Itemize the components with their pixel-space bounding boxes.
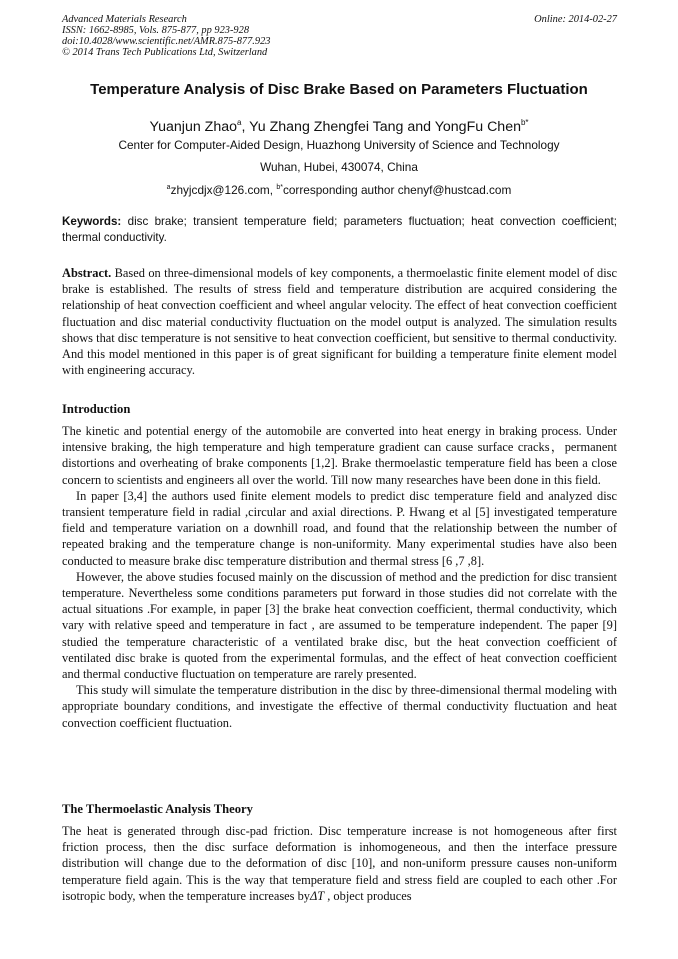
keywords-text: disc brake; transient temperature field; parameters fluctuation; heat convection coefficient; thermal conductivity. <box>62 215 617 244</box>
keywords <box>62 214 617 246</box>
theory-body <box>62 823 617 904</box>
keywords-label: Keywords: <box>62 215 122 228</box>
delta-t-symbol: ΔT <box>309 888 325 903</box>
affiliation-line-1: Center for Computer-Aided Design, Huazhong University of Science and Technology <box>118 138 560 152</box>
theory-text: The heat is generated through disc-pad friction. Disc temperature increase is not homogeneous after first friction process, then the disc surface deformation is inhomogeneous, and then the interface pressure distribution will change due to the deformation of disc [10], and non-uniform pressure causes non-uniform temperature field again. This is the way that temperature field and stress field are coupled to each other .For isotropic body, when the temperature increases by <box>62 824 617 903</box>
abstract-label: Abstract. <box>62 266 112 280</box>
author-affiliation-mark: a <box>237 118 242 127</box>
abstract <box>62 265 617 378</box>
online-date: Online: 2014-02-27 <box>534 14 617 25</box>
section-heading-introduction: Introduction <box>62 402 131 416</box>
paragraph: However, the above studies focused mainly on the discussion of method and the prediction for disc transient temperature. Nevertheless some conditions parameters put forward in those studies did not correlate with the actual situations .For example, in paper [3] the brake heat convection coefficient, thermal conductivity, which vary with relative speed and temperature in fact , are assumed to be temperature independent. The paper [9] studied the temperature characteristic of a ventilated brake disc, but the heat convection coefficient of ventilated disc brake is quoted from the experimental formulas, and the effect of heat convection coefficient and thermal conductive fluctuation on temperature are rarely presented. <box>62 569 617 682</box>
paragraph <box>62 823 617 904</box>
paragraph: In paper [3,4] the authors used finite element models to predict disc temperature field and analyzed disc transient temperature field in radial ,circular and axial directions. P. Hwang et al [5] investigated temperature field and temperature variation on a downhill road, and found that the relationship between the number of repeated braking and the temperature change is non-uniformity. Many experimental studies have also been conducted to measure brake disc temperature distribution and thermal stress [6 ,7 ,8]. <box>62 488 617 568</box>
author-affiliation-mark: b* <box>520 118 529 127</box>
paragraph: The kinetic and potential energy of the automobile are converted into heat energy in braking process. Under intensive braking, the high temperature and high temperature gradient can cause surface cracks，permanent distortions and overheating of brake components [1,2]. Brake thermoelastic temperature field has been a close concern to scientists and engineers all over the world. Till now many researches have been done in this field. <box>62 424 617 487</box>
author-list <box>40 113 638 137</box>
journal-name: Advanced Materials Research <box>62 14 187 25</box>
copyright-line: © 2014 Trans Tech Publications Ltd, Switzerland <box>62 47 268 58</box>
doi-line: doi:10.4028/www.scientific.net/AMR.875-877.923 <box>62 36 271 47</box>
introduction-body <box>62 423 617 731</box>
abstract-text: Based on three-dimensional models of key components, a thermoelastic finite element model of disc brake is established. The results of stress field and temperature distribution are acquired considering the relationship of heat convection coefficient and wheel angular velocity. The effect of heat convection coefficient fluctuation and disc material conductivity fluctuation on the model output is analyzed. The simulation results shows that disc temperature is not sensitive to heat convection coefficient, but sensitive to thermal conductivity. And this model mentioned in this paper is of great significant for building a temperature finite element model with engineering accuracy. <box>62 266 617 378</box>
author-names-rest: , Yu Zhang Zhengfei Tang and YongFu Chen <box>241 119 521 135</box>
email-b: corresponding author chenyf@hustcad.com <box>282 183 512 197</box>
email-mark: a <box>166 184 171 191</box>
paragraph: This study will simulate the temperature distribution in the disc by three-dimensional thermal modeling with appropriate boundary conditions, and investigate the effective of thermal conductivity fluctuation and heat convection coefficient fluctuation. <box>62 683 617 730</box>
email-mark: b* <box>276 184 283 191</box>
theory-text-tail: , object produces <box>324 888 412 903</box>
paper-title: Temperature Analysis of Disc Brake Based on Parameters Fluctuation <box>90 81 588 98</box>
affiliation-line-2: Wuhan, Hubei, 430074, China <box>260 160 418 174</box>
issn-line: ISSN: 1662-8985, Vols. 875-877, pp 923-928 <box>62 25 250 36</box>
author-emails <box>40 180 638 198</box>
author-name: Yuanjun Zhao <box>149 119 238 135</box>
section-heading-theory: The Thermoelastic Analysis Theory <box>62 802 253 816</box>
email-a: zhyjcdjx@126.com, <box>170 183 277 197</box>
journal-header <box>62 14 617 58</box>
